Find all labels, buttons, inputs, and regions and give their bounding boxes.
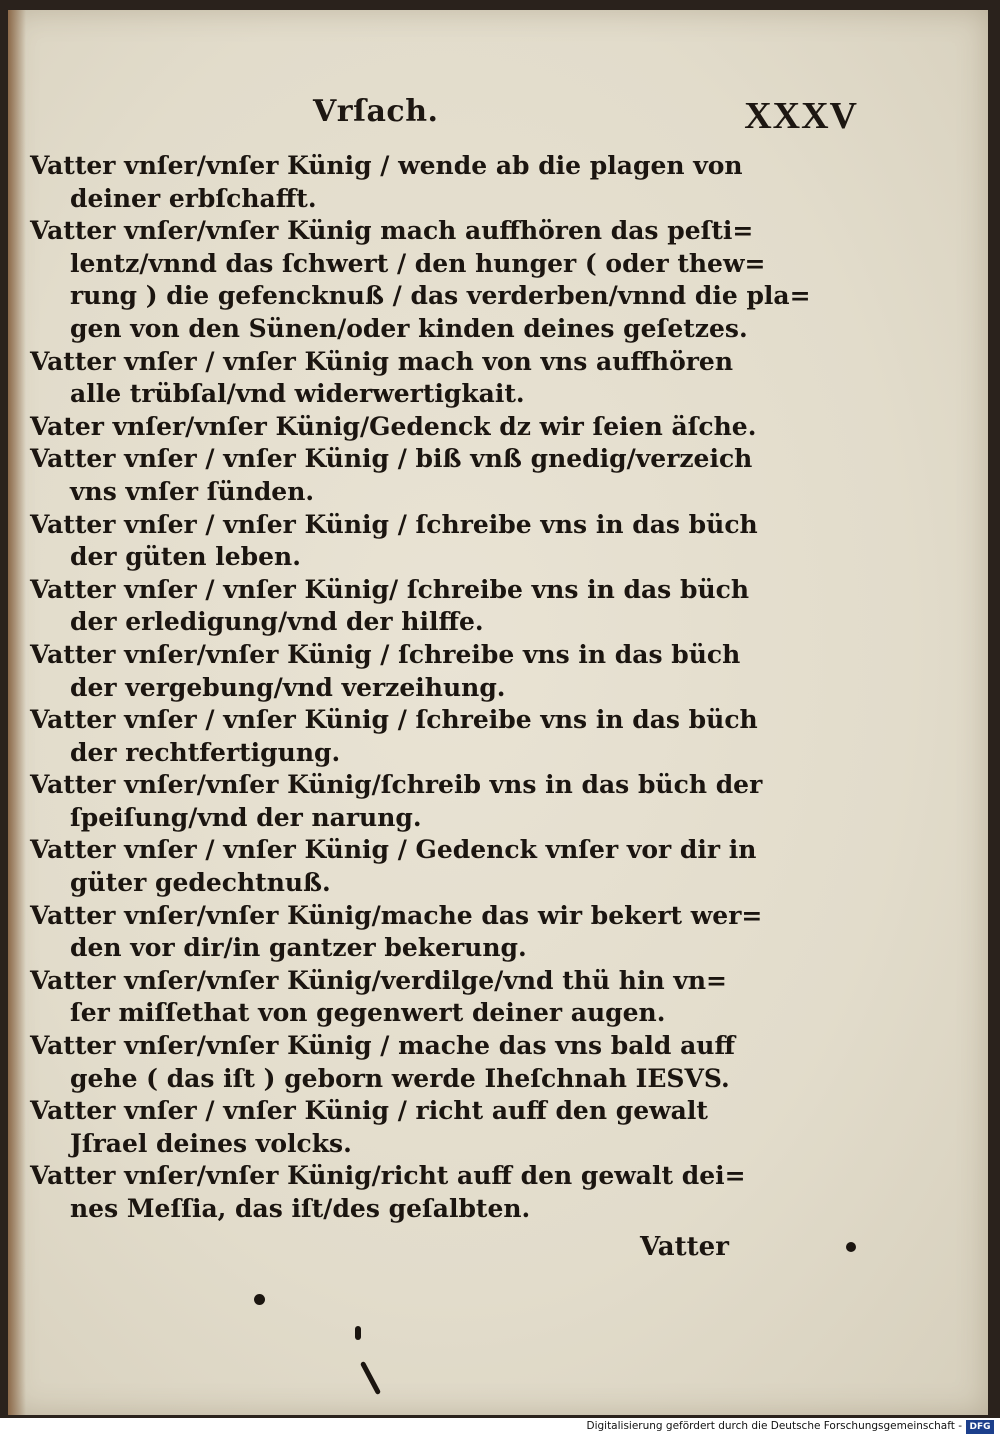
text-line: der erledigung/vnd der hilffe. <box>70 607 484 637</box>
text-line: rung ) die gefencknuß / das verderben/vnnd die pla= <box>70 281 811 311</box>
text-line: Vatter vnſer / vnſer Künig / biß vnß gnedig/verzeich <box>30 444 753 474</box>
text-line: Vatter vnſer/vnſer Künig/ſchreib vns in das büch der <box>30 770 763 800</box>
text-line: deiner erbſchafft. <box>70 183 317 213</box>
text-line: Vater vnſer/vnſer Künig/Gedenck dz wir ſeien äſche. <box>30 411 757 441</box>
text-line: den vor dir/in gantzer bekerung. <box>70 933 527 963</box>
text-line: Vatter vnſer / vnſer Künig/ ſchreibe vns in das büch <box>30 574 750 604</box>
folio-number: XXXV <box>744 95 858 137</box>
ink-speck <box>360 1361 381 1395</box>
text-line: Jſrael deines volcks. <box>70 1128 352 1158</box>
text-line: Vatter vnſer/vnſer Künig/richt auff den gewalt dei= <box>30 1161 746 1191</box>
ink-speck <box>846 1242 856 1252</box>
dfg-logo: DFG <box>966 1420 994 1434</box>
text-line: Vatter vnſer/vnſer Künig / mache das vns bald auff <box>30 1031 735 1061</box>
running-head: Vrſach. <box>313 94 439 129</box>
book-page <box>8 10 988 1415</box>
text-line: gen von den Sünen/oder kinden deines geſetzes. <box>70 313 748 343</box>
ink-speck <box>355 1326 361 1340</box>
text-line: vns vnſer ſünden. <box>70 476 315 506</box>
footer-bar <box>0 1418 1000 1437</box>
footer-credit: Digitalisierung gefördert durch die Deutsche Forschungsgemeinschaft - <box>586 1420 962 1432</box>
text-line: Vatter vnſer/vnſer Künig/mache das wir bekert wer= <box>30 900 763 930</box>
text-line: Vatter vnſer/vnſer Künig/verdilge/vnd thü hin vn= <box>30 965 728 995</box>
text-line: ſer miſſethat von gegenwert deiner augen. <box>70 998 666 1028</box>
text-line: Vatter vnſer/vnſer Künig / ſchreibe vns in das büch <box>30 639 741 669</box>
text-line: güter gedechtnuß. <box>70 868 331 898</box>
text-line: Vatter vnſer / vnſer Künig / ſchreibe vns in das büch <box>30 509 758 539</box>
text-line: Vatter vnſer/vnſer Künig mach auffhören das peſti= <box>30 216 754 246</box>
catchword: Vatter <box>640 1232 729 1262</box>
text-line: gehe ( das iſt ) geborn werde Iheſchnah IESVS. <box>70 1063 730 1093</box>
text-line: alle trübſal/vnd widerwertigkait. <box>70 379 525 409</box>
text-line: ſpeiſung/vnd der narung. <box>70 802 422 832</box>
page-gutter <box>8 10 26 1415</box>
text-line: Vatter vnſer / vnſer Künig / richt auff den gewalt <box>30 1096 708 1126</box>
text-line: lentz/vnnd das ſchwert / den hunger ( oder thew= <box>70 248 766 278</box>
text-line: der güten leben. <box>70 542 301 572</box>
text-line: nes Meſſia, das iſt/des geſalbten. <box>70 1194 531 1223</box>
text-line: der rechtfertigung. <box>70 737 341 767</box>
text-line: Vatter vnſer / vnſer Künig mach von vns auffhören <box>30 346 734 376</box>
text-block <box>30 150 811 1226</box>
text-line: Vatter vnſer / vnſer Künig / ſchreibe vns in das büch <box>30 705 758 735</box>
text-line: Vatter vnſer/vnſer Künig / wende ab die plagen von <box>30 151 743 180</box>
ink-speck <box>254 1294 265 1305</box>
text-line: Vatter vnſer / vnſer Künig / Gedenck vnſer vor dir in <box>30 835 757 865</box>
text-line: der vergebung/vnd verzeihung. <box>70 672 506 702</box>
